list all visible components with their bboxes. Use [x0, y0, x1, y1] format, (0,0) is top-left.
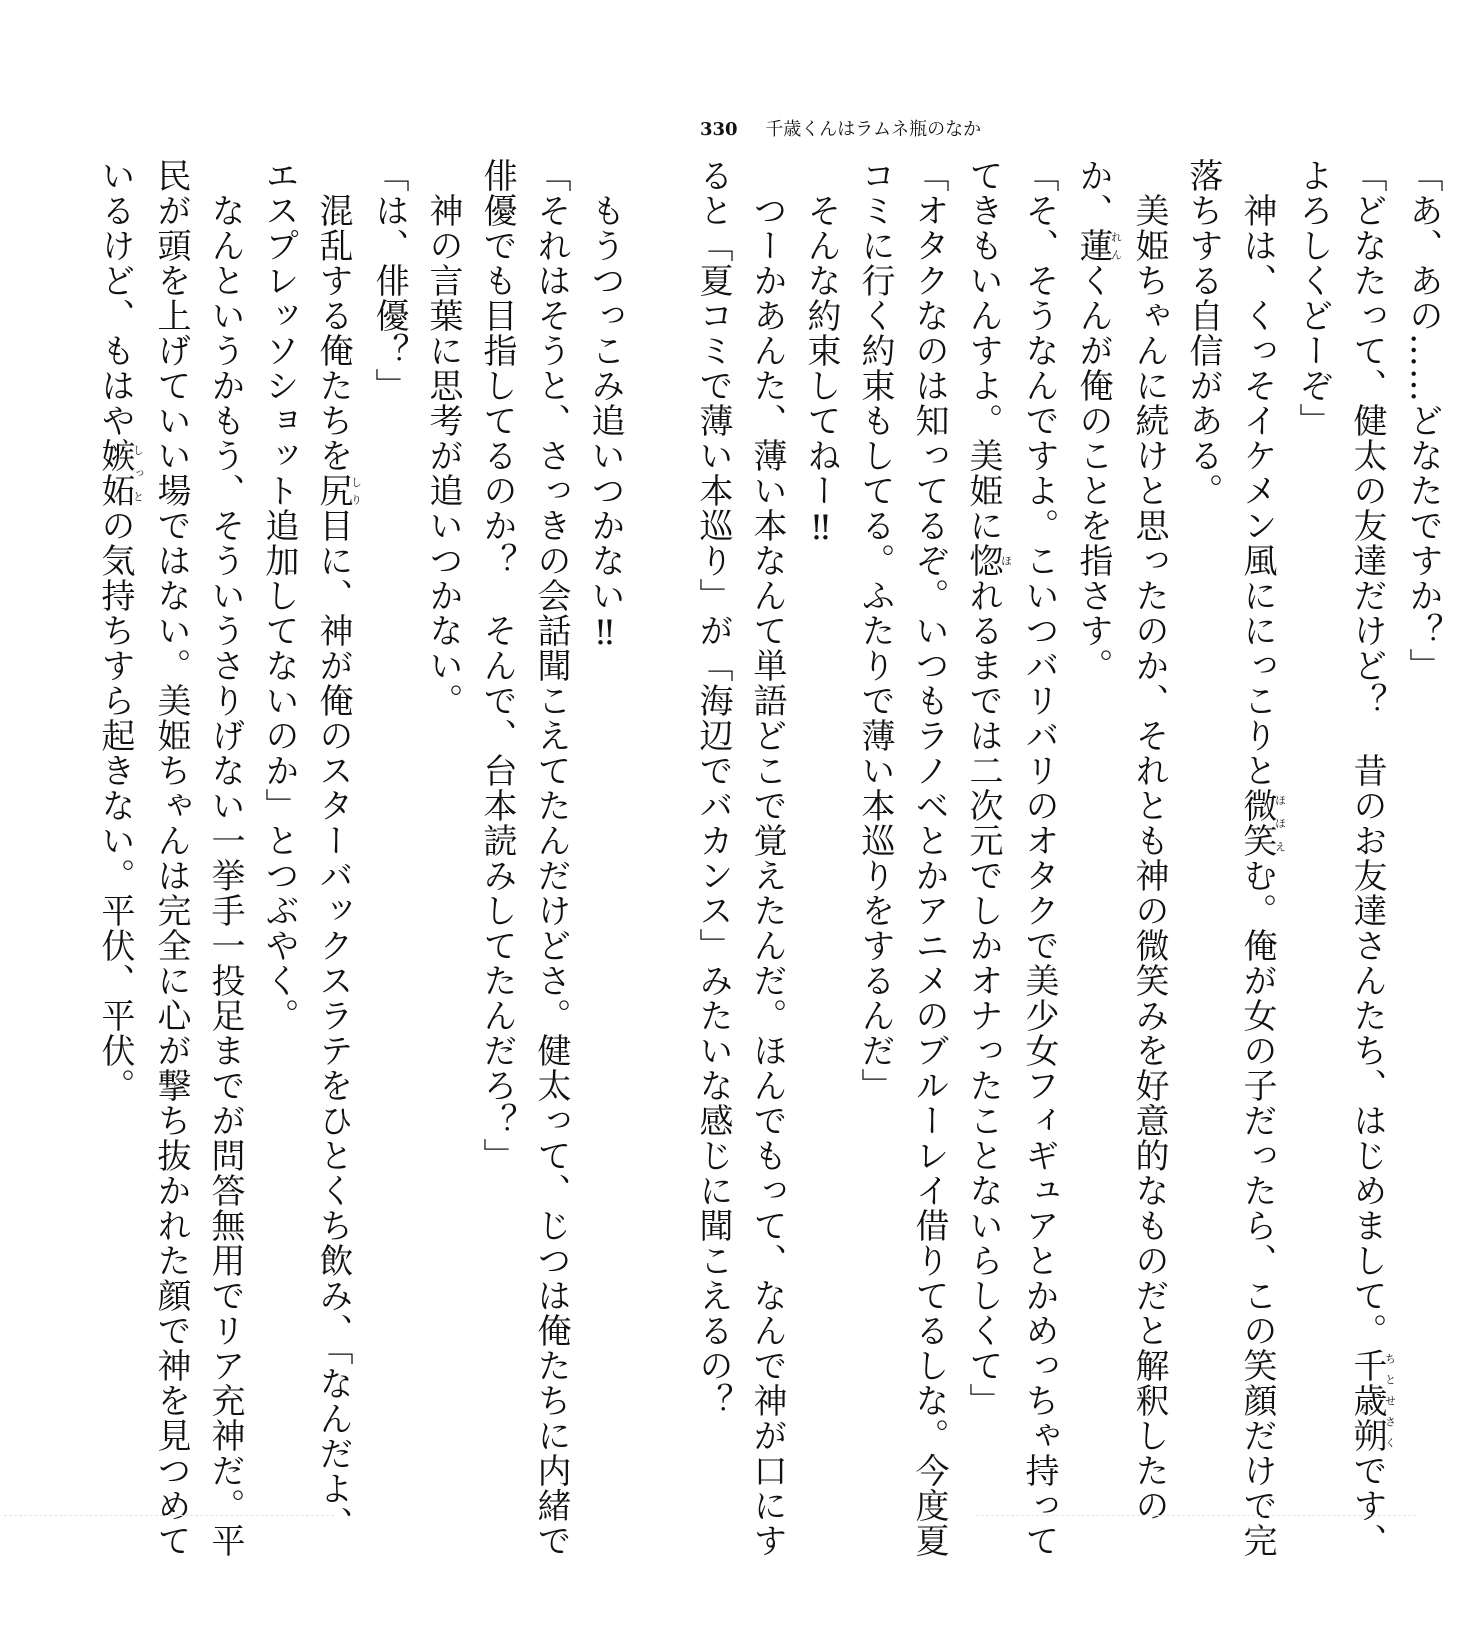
text-line: か、蓮れんくんが俺のことを指さす。 [1073, 158, 1123, 683]
text-line: 「そ、そうなんですよ。こいつバリバリのオタクで美少女フィギュアとかめっちゃ持って [1019, 158, 1059, 1558]
text-line: 混乱する俺たちを尻しり目に、神が俺のスターバックスラテをひとくち飲み、「なんだよ、 [313, 158, 363, 1541]
furigana-shitto: 嫉妬しっと [95, 438, 145, 508]
scan-edge-divider [4, 1515, 334, 1516]
text-line: 「オタクなのは知ってるぞ。いつもラノベとかアニメのブルーレイ借りてるしな。今度夏 [909, 158, 949, 1558]
text-line: もうつっこみ追いつかない‼ [585, 158, 625, 654]
text-line: 美姫ちゃんに続けと思ったのか、それとも神の微笑みを好意的なものだと解釈したの [1129, 158, 1169, 1523]
text-line: なんというかもう、そういうさりげない一挙手一投足までが問答無用でリア充神だ。平 [205, 158, 245, 1558]
text-line: ると「夏コミで薄い本巡り」が「海辺でバカンス」みたいな感じに聞こえるの？ [693, 158, 733, 1418]
text-line: 「あ、あの……どなたですか？」 [1403, 158, 1443, 683]
page-number: 330 [700, 119, 738, 140]
text-line: 神は、くっそイケメン風ににっこりと微笑ほほえむ。俺が女の子だったら、この笑顔だけで完 [1237, 158, 1287, 1558]
text-line: つーかあんた、薄い本なんて単語どこで覚えたんだ。ほんでもって、なんで神が口にす [747, 158, 787, 1558]
text-line: 落ちする自信がある。 [1183, 158, 1223, 508]
furigana-ren: 蓮れん [1073, 228, 1123, 263]
text-line: よろしくどーぞ」 [1293, 158, 1333, 438]
text-line: 民が頭を上げていい場ではない。美姫ちゃんは完全に心が撃ち抜かれた顔で神を見つめて [151, 158, 191, 1558]
scan-edge-divider [976, 1515, 1416, 1516]
text-line: 「どなたって、健太の友達だけど？ 昔のお友達さんたち、はじめまして。千歳朔ちとせさくです、 [1347, 158, 1397, 1558]
text-line: 「は、俳優？」 [369, 158, 409, 403]
text-line: そんな約束してねー‼ [801, 158, 841, 549]
furigana-ho: 惚ほ [963, 543, 1013, 578]
text-line: エスプレッソショット追加してないのか」とつぶやく。 [259, 158, 299, 1033]
furigana-chitose-saku: 千歳朔ちとせさく [1347, 1348, 1397, 1453]
text-line: てきもいんすよ。美姫に惚ほれるまでは二次元でしかオナったことないらしくて」 [963, 158, 1013, 1418]
furigana-hohoe: 微笑ほほえ [1237, 788, 1287, 858]
text-line: いるけど、もはや嫉妬しっとの気持ちすら起きない。平伏、平伏。 [95, 158, 145, 1103]
running-header [700, 118, 981, 142]
vertical-body-text [10, 158, 1450, 1558]
text-line: 「それはそうと、さっきの会話聞こえてたんだけどさ。健太って、じつは俺たちに内緒で [531, 158, 571, 1558]
text-line: コミに行く約束もしてる。ふたりで薄い本巡りをするんだ」 [855, 158, 895, 1103]
text-line: 神の言葉に思考が追いつかない。 [423, 158, 463, 718]
furigana-shiri: 尻しり [313, 473, 363, 508]
text-line: 俳優でも目指してるのか？ そんで、台本読みしてたんだろ？」 [477, 158, 517, 1173]
book-title: 千歳くんはラムネ瓶のなか [765, 119, 982, 140]
